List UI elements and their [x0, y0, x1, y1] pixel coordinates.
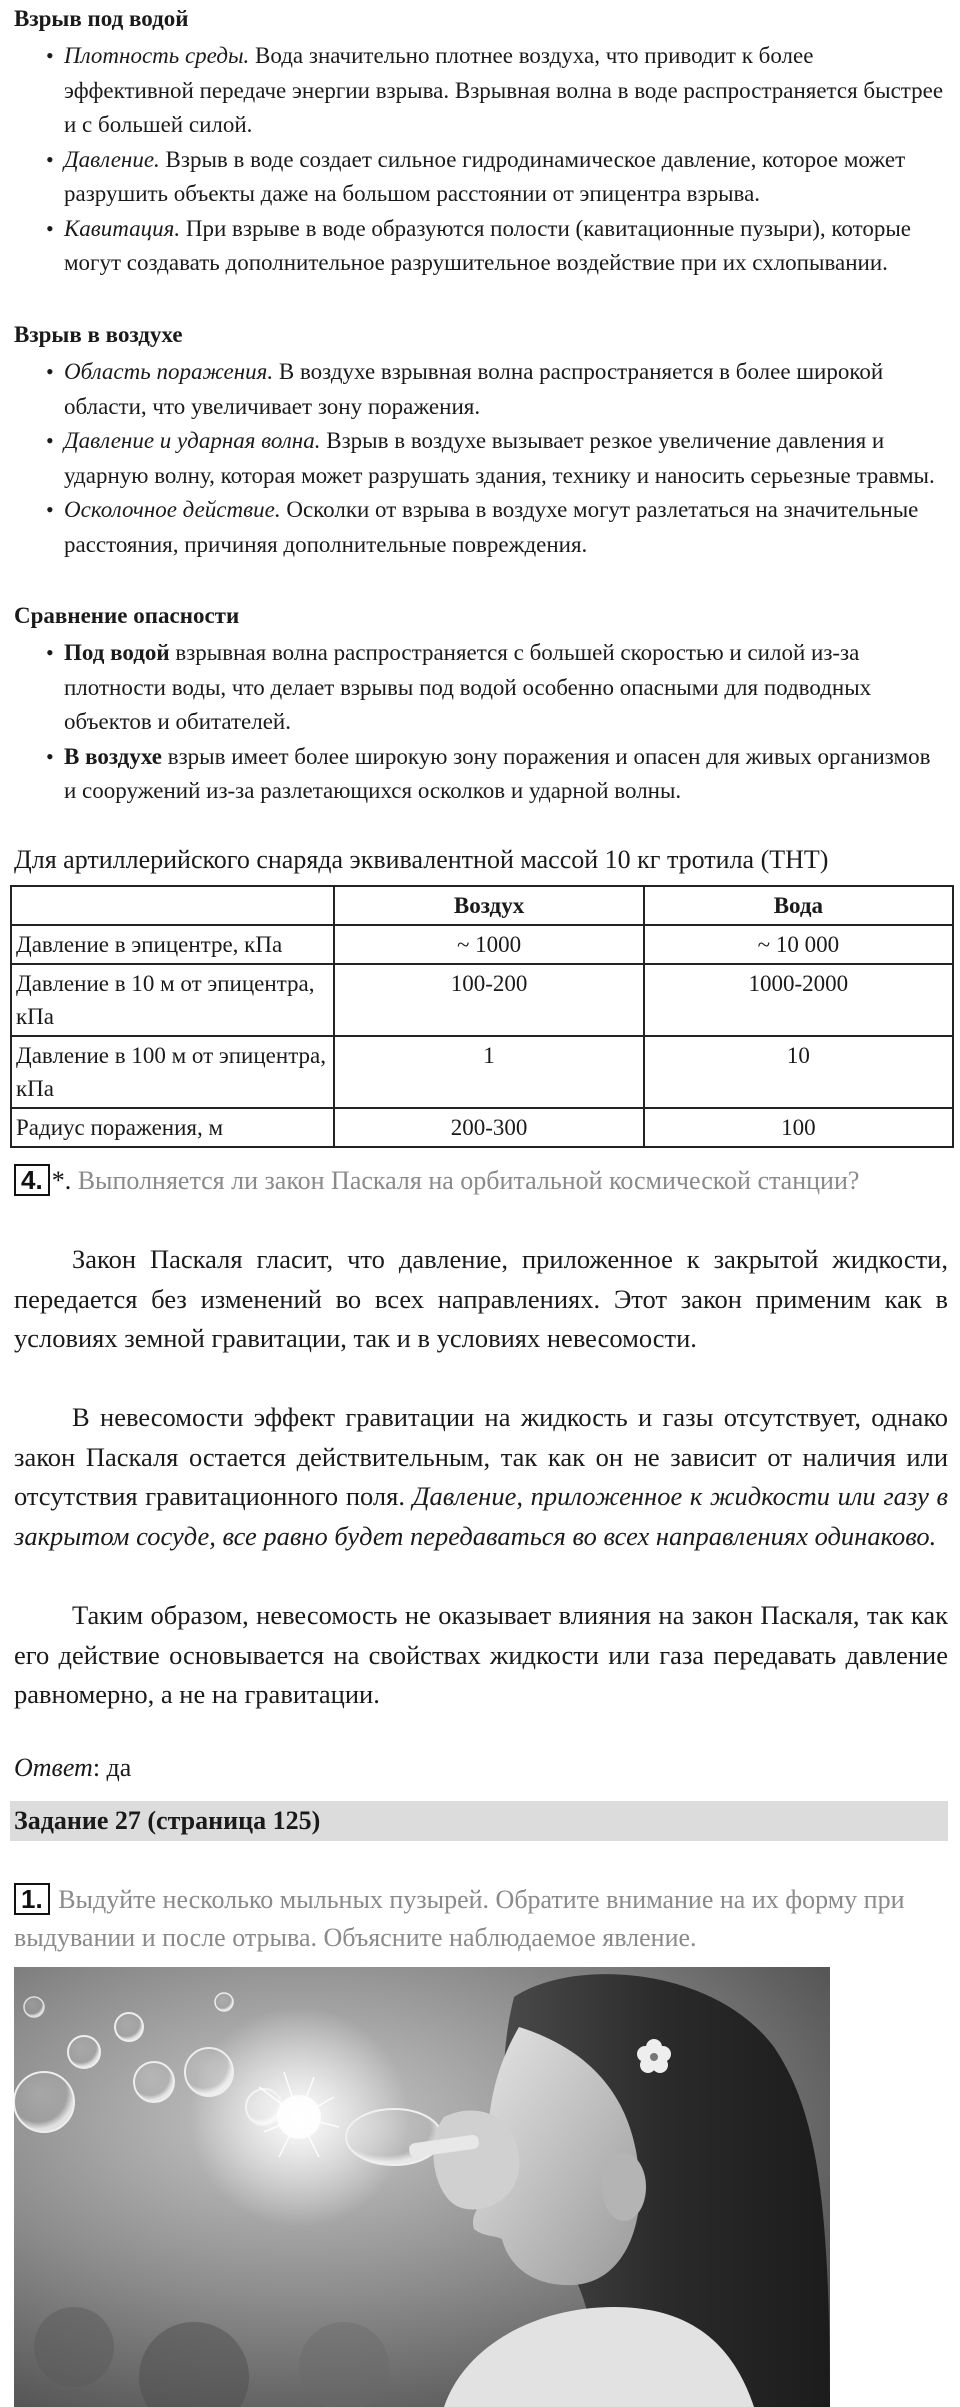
item-text: Взрыв в воде создает сильное гидродинамическое давление, которое может разрушить объекты даже на большом расстоянии от эпицентра взрыва. [64, 146, 906, 206]
list-item [0, 636, 945, 740]
item-term: В воздухе [64, 743, 162, 769]
item-text: взрыв имеет более широкую зону поражения и опасен для живых организмов и сооружений из-за разлетающихся осколков и ударной волны. [64, 743, 931, 803]
task-star: *. [51, 1166, 72, 1195]
answer-paragraph-2 [14, 1398, 948, 1556]
task-4-question [14, 1162, 954, 1200]
table-header: Вода [644, 886, 953, 925]
answer-label: Ответ [14, 1753, 93, 1782]
answer-value: : да [92, 1753, 132, 1782]
bullet-icon: • [46, 640, 54, 665]
in-air-list [0, 355, 945, 562]
bullet-icon: • [46, 359, 54, 384]
table-row [11, 925, 953, 964]
paragraph-text: В невесомости эффект гравитации на жидкость и газы отсутствует, однако закон Паскаля остается действительным, так как он не зависит от наличия или отсутствия гравитационного поля. [14, 1402, 948, 1511]
list-item [0, 424, 945, 493]
item-text: В воздухе взрывная волна распространяется в более широкой области, что увеличивает зону поражения. [64, 359, 884, 419]
table-header [11, 886, 334, 925]
task-number-box: 4. [14, 1164, 50, 1196]
item-text: Осколки от взрыва в воздухе могут разлетаться на значительные расстояния, причиняя дополнительные повреждения. [64, 497, 919, 557]
under-water-heading: Взрыв под водой [14, 6, 189, 31]
item-term: Область поражения. [64, 359, 274, 384]
table-cell: 1 [334, 1036, 643, 1108]
list-item [0, 212, 945, 281]
table-cell: 1000-2000 [644, 964, 953, 1036]
bullet-icon: • [46, 215, 54, 241]
table-cell: ~ 10 000 [644, 925, 953, 964]
answer-paragraph-3: Таким образом, невесомость не оказывает влияния на закон Паскаля, так как его действие основывается на свойствах жидкости или газа передавать давление равномерно, а не на гравитации. [14, 1600, 948, 1709]
item-text: При взрыве в воде образуются полости (кавитационные пузыри), которые могут создавать дополнительное разрушительное воздействие при их схлопывании. [64, 215, 912, 275]
answer-paragraph-1: Закон Паскаля гласит, что давление, приложенное к закрытой жидкости, передается без изменений во всех направлениях. Этот закон применим как в условиях земной гравитации, так и в условиях невесомости. [14, 1244, 948, 1353]
table-cell: Радиус поражения, м [11, 1108, 334, 1147]
item-text: Вода значительно плотнее воздуха, что приводит к более эффективной передаче энергии взрыва. Взрывная волна в воде распространяется быстрее и с большей силой. [64, 43, 944, 137]
list-item [0, 740, 945, 809]
answer-line [14, 1751, 131, 1785]
table-header: Воздух [334, 886, 643, 925]
bullet-icon: • [46, 743, 54, 769]
item-text: Взрыв в воздухе вызывает резкое увеличение давления и ударную волну, которая может разрушать здания, технику и наносить серьезные травмы. [64, 428, 935, 488]
table-cell: Давление в эпицентре, кПа [11, 925, 334, 964]
bullet-icon: • [46, 146, 54, 172]
paragraph-italic-text: Давление, приложенное к жидкости или газу в закрытом сосуде, все равно будет передаваться во всех направлениях одинаково. [14, 1481, 948, 1551]
item-term: Давление. [64, 146, 160, 172]
in-air-heading: Взрыв в воздухе [14, 322, 183, 347]
section-title: Задание 27 (страница 125) [14, 1806, 321, 1835]
table-cell: 100 [644, 1108, 953, 1147]
list-item [0, 493, 945, 562]
table-cell: Давление в 100 м от эпицентра, кПа [11, 1036, 334, 1108]
table-cell: 100-200 [334, 964, 643, 1036]
table-cell: 10 [644, 1036, 953, 1108]
table-header-row [11, 886, 953, 925]
list-item [0, 355, 945, 424]
comparison-heading: Сравнение опасности [14, 603, 240, 628]
comparison-list [0, 636, 945, 809]
bullet-icon: • [46, 43, 54, 68]
under-water-list [0, 39, 945, 281]
item-term: Кавитация. [64, 215, 181, 241]
table-cell: 200-300 [334, 1108, 643, 1147]
table-title: Для артиллерийского снаряда эквивалентной массой 10 кг тротила (ТНТ) [14, 845, 829, 874]
table-cell: ~ 1000 [334, 925, 643, 964]
table-row [11, 1108, 953, 1147]
task-question-text: Выполняется ли закон Паскаля на орбитальной космической станции? [71, 1166, 860, 1195]
task-number-box: 1. [14, 1883, 50, 1915]
item-term: Плотность среды. [64, 43, 250, 68]
table-row [11, 1036, 953, 1108]
item-term: Под водой [64, 640, 170, 665]
item-term: Давление и ударная волна. [64, 428, 321, 453]
item-term: Осколочное действие. [64, 497, 281, 522]
task-question-text: Выдуйте несколько мыльных пузырей. Обратите внимание на их форму при выдувании и после отрыва. Объясните наблюдаемое явление. [14, 1885, 905, 1952]
list-item [0, 143, 945, 212]
comparison-table [10, 885, 954, 1148]
bullet-icon: • [46, 428, 54, 453]
list-item [0, 39, 945, 143]
task-1-question [14, 1881, 954, 1957]
table-row [11, 964, 953, 1036]
section-bar [10, 1801, 948, 1841]
photo-illustration [14, 1967, 830, 2407]
table-cell: Давление в 10 м от эпицентра, кПа [11, 964, 334, 1036]
bullet-icon: • [46, 497, 54, 522]
item-text: взрывная волна распространяется с большей скоростью и силой из-за плотности воды, что делает взрывы под водой особенно опасными для подводных объектов и обитателей. [64, 640, 872, 734]
soap-bubbles-photo [14, 1967, 830, 2407]
